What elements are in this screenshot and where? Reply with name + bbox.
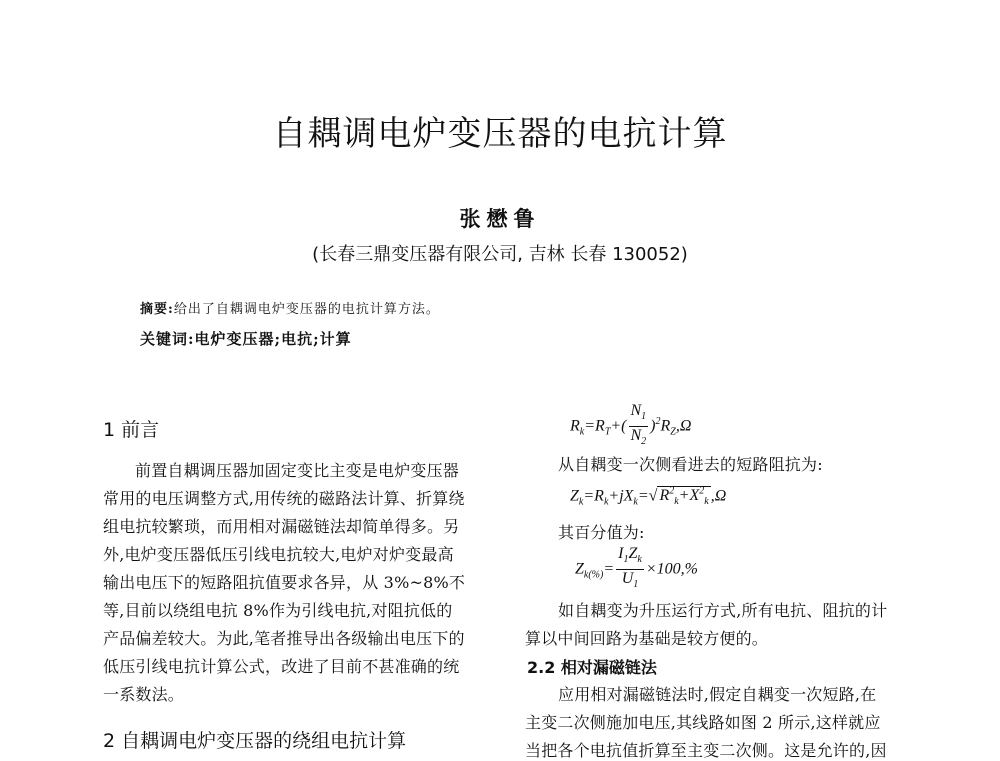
paper-title: 自耦调电炉变压器的电抗计算 — [272, 114, 728, 154]
section-1-line: 等,目前以绕组电抗 8%作为引线电抗,对阻抗低的 — [103, 601, 453, 620]
section-1-line: 低压引线电抗计算公式，改进了目前不甚准确的统 — [103, 657, 460, 676]
abstract-label: 摘要: — [140, 302, 174, 317]
section-1-heading: 1 前言 — [103, 419, 160, 441]
section-1-line: 产品偏差较大。为此,笔者推导出各级输出电压下的 — [103, 629, 465, 648]
section-1-line: 常用的电压调整方式,用传统的磁路法计算、折算绕 — [103, 489, 465, 508]
section-2-heading: 2 自耦调电炉变压器的绕组电抗计算 — [103, 730, 407, 752]
equation-rk: $R_k=R_T+$( $\frac{N_1}{N_2}$ )$^2R_Z,\Omega$ — [570, 402, 692, 448]
section-1-line: 组电抗较繁琐，而用相对漏磁链法却简单得多。另 — [103, 517, 460, 536]
abstract-text: 给出了自耦调电炉变压器的电抗计算方法。 — [173, 302, 440, 317]
keywords — [140, 328, 352, 349]
keywords-text: 电炉变压器;电抗;计算 — [194, 330, 352, 348]
paragraph-line: 算以中间回路为基础是较方便的。 — [525, 629, 769, 648]
author-name: 张懋鲁 — [459, 206, 541, 231]
section-1-line: 输出电压下的短路阻抗值要求各异，从 3%~8%不 — [103, 573, 466, 592]
section-2-2-heading: 2.2 相对漏磁链法 — [527, 658, 657, 677]
equation-zk: $Z_k=R_k+jX_k=√$ $R^2_k+X^2_k$ ,Ω — [570, 486, 727, 508]
section-1-line: 一系数法。 — [103, 685, 185, 704]
paragraph-line: 主变二次侧施加电压,其线路如图 2 所示,这样就应 — [525, 713, 881, 732]
abstract — [140, 298, 440, 317]
paragraph-line: 如自耦变为升压运行方式,所有电抗、阻抗的计 — [558, 601, 888, 620]
paragraph-line: 当把各个电抗值折算至主变二次侧。这是允许的,因 — [525, 741, 887, 760]
text-percent-value: 其百分值为: — [558, 523, 645, 542]
keywords-label: 关键词: — [140, 330, 195, 348]
section-1-line: 前置自耦调压器加固定变比主变是电炉变压器 — [135, 461, 460, 480]
paragraph-line: 应用相对漏磁链法时,假定自耦变一次短路,在 — [558, 685, 877, 704]
text-short-circuit-impedance: 从自耦变一次侧看进去的短路阻抗为: — [558, 455, 823, 474]
author-affiliation: (长春三鼎变压器有限公司, 吉林 长春 130052) — [312, 244, 688, 265]
section-1-line: 外,电炉变压器低压引线电抗较大,电炉对炉变最高 — [103, 545, 454, 564]
equation-zk-percent: $Z_{k(\%)}=$ $\frac{I_1Z_k}{U_1}$ ×100,% — [575, 545, 698, 591]
